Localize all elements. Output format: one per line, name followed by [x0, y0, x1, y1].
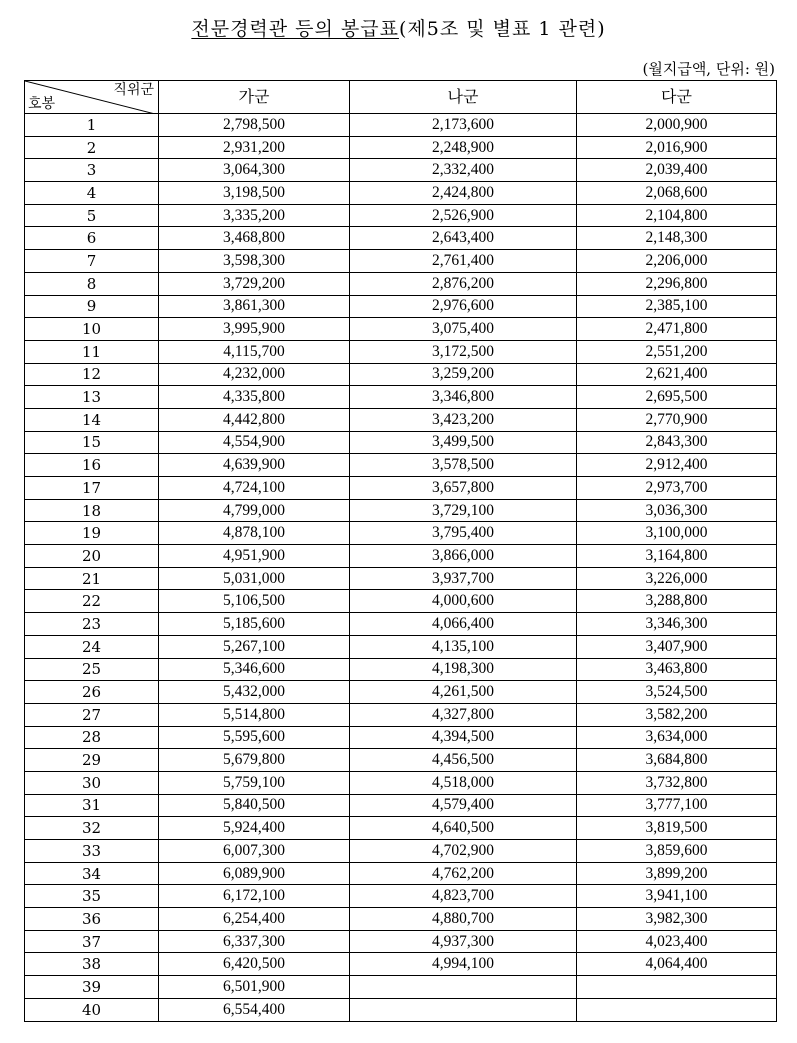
step-cell: 36 [25, 908, 159, 931]
da-cell: 2,016,900 [577, 136, 777, 159]
corner-row-label: 호봉 [28, 96, 56, 112]
salary-table [24, 80, 777, 1022]
na-cell [350, 976, 577, 999]
na-cell: 4,937,300 [350, 930, 577, 953]
step-cell: 33 [25, 840, 159, 863]
da-cell: 3,859,600 [577, 840, 777, 863]
ga-cell: 5,840,500 [159, 794, 350, 817]
step-cell: 21 [25, 567, 159, 590]
step-cell: 4 [25, 182, 159, 205]
step-cell: 28 [25, 726, 159, 749]
step-cell: 23 [25, 613, 159, 636]
da-cell: 2,695,500 [577, 386, 777, 409]
table-row [25, 681, 777, 704]
da-cell: 4,064,400 [577, 953, 777, 976]
table-row [25, 998, 777, 1021]
da-cell: 3,288,800 [577, 590, 777, 613]
step-cell: 37 [25, 930, 159, 953]
table-row [25, 408, 777, 431]
step-cell: 25 [25, 658, 159, 681]
ga-cell: 5,514,800 [159, 703, 350, 726]
title-suffix: (제5조 및 별표 1 관련) [398, 18, 606, 40]
ga-cell: 6,089,900 [159, 862, 350, 885]
table-row [25, 545, 777, 568]
ga-cell: 4,724,100 [159, 477, 350, 500]
da-cell: 2,148,300 [577, 227, 777, 250]
table-row [25, 318, 777, 341]
table-row [25, 477, 777, 500]
step-cell: 9 [25, 295, 159, 318]
step-cell: 19 [25, 522, 159, 545]
table-row [25, 726, 777, 749]
step-cell: 14 [25, 408, 159, 431]
da-cell: 3,777,100 [577, 794, 777, 817]
table-row [25, 635, 777, 658]
ga-cell: 6,337,300 [159, 930, 350, 953]
da-cell: 2,068,600 [577, 182, 777, 205]
na-cell: 2,424,800 [350, 182, 577, 205]
corner-header-cell [25, 81, 159, 114]
step-cell: 5 [25, 204, 159, 227]
table-row [25, 363, 777, 386]
step-cell: 15 [25, 431, 159, 454]
ga-cell: 2,931,200 [159, 136, 350, 159]
da-cell: 3,982,300 [577, 908, 777, 931]
ga-cell: 5,432,000 [159, 681, 350, 704]
na-cell: 4,994,100 [350, 953, 577, 976]
ga-cell: 5,185,600 [159, 613, 350, 636]
na-cell: 3,499,500 [350, 431, 577, 454]
column-header-ga: 가군 [159, 81, 350, 114]
table-row [25, 840, 777, 863]
ga-cell: 3,995,900 [159, 318, 350, 341]
step-cell: 13 [25, 386, 159, 409]
table-row [25, 567, 777, 590]
da-cell: 2,912,400 [577, 454, 777, 477]
na-cell: 4,579,400 [350, 794, 577, 817]
ga-cell: 3,861,300 [159, 295, 350, 318]
da-cell: 3,463,800 [577, 658, 777, 681]
table-row [25, 454, 777, 477]
corner-col-label: 직위군 [113, 82, 154, 98]
ga-cell: 5,346,600 [159, 658, 350, 681]
da-cell: 3,164,800 [577, 545, 777, 568]
ga-cell: 6,420,500 [159, 953, 350, 976]
na-cell: 4,762,200 [350, 862, 577, 885]
da-cell: 3,732,800 [577, 771, 777, 794]
ga-cell: 3,198,500 [159, 182, 350, 205]
na-cell: 2,332,400 [350, 159, 577, 182]
da-cell: 3,036,300 [577, 499, 777, 522]
da-cell [577, 998, 777, 1021]
na-cell: 4,135,100 [350, 635, 577, 658]
na-cell: 4,394,500 [350, 726, 577, 749]
da-cell: 2,843,300 [577, 431, 777, 454]
da-cell: 2,973,700 [577, 477, 777, 500]
ga-cell: 4,554,900 [159, 431, 350, 454]
step-cell: 30 [25, 771, 159, 794]
ga-cell: 3,468,800 [159, 227, 350, 250]
na-cell: 4,198,300 [350, 658, 577, 681]
step-cell: 1 [25, 114, 159, 137]
na-cell: 3,259,200 [350, 363, 577, 386]
step-cell: 18 [25, 499, 159, 522]
table-row [25, 499, 777, 522]
da-cell: 3,407,900 [577, 635, 777, 658]
da-cell: 3,524,500 [577, 681, 777, 704]
na-cell: 4,327,800 [350, 703, 577, 726]
step-cell: 35 [25, 885, 159, 908]
column-header-na: 나군 [350, 81, 577, 114]
da-cell: 3,899,200 [577, 862, 777, 885]
na-cell: 4,640,500 [350, 817, 577, 840]
step-cell: 27 [25, 703, 159, 726]
da-cell: 3,226,000 [577, 567, 777, 590]
ga-cell: 3,729,200 [159, 272, 350, 295]
na-cell: 3,937,700 [350, 567, 577, 590]
ga-cell: 4,639,900 [159, 454, 350, 477]
na-cell: 3,657,800 [350, 477, 577, 500]
na-cell [350, 998, 577, 1021]
step-cell: 32 [25, 817, 159, 840]
table-row [25, 136, 777, 159]
da-cell: 3,684,800 [577, 749, 777, 772]
ga-cell: 6,254,400 [159, 908, 350, 931]
step-cell: 22 [25, 590, 159, 613]
table-row [25, 340, 777, 363]
table-row [25, 114, 777, 137]
ga-cell: 5,924,400 [159, 817, 350, 840]
step-cell: 40 [25, 998, 159, 1021]
da-cell: 2,551,200 [577, 340, 777, 363]
step-cell: 11 [25, 340, 159, 363]
na-cell: 4,000,600 [350, 590, 577, 613]
table-row [25, 204, 777, 227]
ga-cell: 4,335,800 [159, 386, 350, 409]
ga-cell: 3,598,300 [159, 250, 350, 273]
na-cell: 4,880,700 [350, 908, 577, 931]
da-cell: 3,582,200 [577, 703, 777, 726]
na-cell: 3,729,100 [350, 499, 577, 522]
table-row [25, 182, 777, 205]
step-cell: 3 [25, 159, 159, 182]
table-row [25, 590, 777, 613]
ga-cell: 5,595,600 [159, 726, 350, 749]
da-cell: 3,941,100 [577, 885, 777, 908]
table-row [25, 749, 777, 772]
table-row [25, 771, 777, 794]
na-cell: 2,643,400 [350, 227, 577, 250]
da-cell: 3,346,300 [577, 613, 777, 636]
na-cell: 4,261,500 [350, 681, 577, 704]
da-cell: 3,819,500 [577, 817, 777, 840]
table-row [25, 794, 777, 817]
na-cell: 3,866,000 [350, 545, 577, 568]
table-row [25, 250, 777, 273]
na-cell: 2,248,900 [350, 136, 577, 159]
step-cell: 2 [25, 136, 159, 159]
da-cell: 2,385,100 [577, 295, 777, 318]
da-cell: 2,039,400 [577, 159, 777, 182]
table-row [25, 431, 777, 454]
step-cell: 26 [25, 681, 159, 704]
da-cell: 2,296,800 [577, 272, 777, 295]
step-cell: 24 [25, 635, 159, 658]
na-cell: 3,346,800 [350, 386, 577, 409]
da-cell: 2,770,900 [577, 408, 777, 431]
da-cell: 2,471,800 [577, 318, 777, 341]
step-cell: 10 [25, 318, 159, 341]
table-row [25, 295, 777, 318]
da-cell [577, 976, 777, 999]
ga-cell: 6,172,100 [159, 885, 350, 908]
na-cell: 4,702,900 [350, 840, 577, 863]
table-row [25, 908, 777, 931]
na-cell: 2,976,600 [350, 295, 577, 318]
ga-cell: 3,064,300 [159, 159, 350, 182]
na-cell: 3,578,500 [350, 454, 577, 477]
ga-cell: 6,554,400 [159, 998, 350, 1021]
ga-cell: 5,679,800 [159, 749, 350, 772]
ga-cell: 5,106,500 [159, 590, 350, 613]
ga-cell: 2,798,500 [159, 114, 350, 137]
na-cell: 2,876,200 [350, 272, 577, 295]
na-cell: 4,066,400 [350, 613, 577, 636]
ga-cell: 5,759,100 [159, 771, 350, 794]
na-cell: 3,172,500 [350, 340, 577, 363]
step-cell: 12 [25, 363, 159, 386]
da-cell: 4,023,400 [577, 930, 777, 953]
ga-cell: 5,267,100 [159, 635, 350, 658]
page-title [0, 14, 797, 41]
step-cell: 34 [25, 862, 159, 885]
table-row [25, 658, 777, 681]
step-cell: 16 [25, 454, 159, 477]
title-main: 전문경력관 등의 봉급표 [191, 18, 399, 40]
table-row [25, 522, 777, 545]
table-row [25, 953, 777, 976]
da-cell: 3,100,000 [577, 522, 777, 545]
step-cell: 7 [25, 250, 159, 273]
step-cell: 17 [25, 477, 159, 500]
da-cell: 2,206,000 [577, 250, 777, 273]
table-row [25, 862, 777, 885]
na-cell: 4,456,500 [350, 749, 577, 772]
da-cell: 2,000,900 [577, 114, 777, 137]
na-cell: 2,173,600 [350, 114, 577, 137]
table-header-row [25, 81, 777, 114]
ga-cell: 5,031,000 [159, 567, 350, 590]
ga-cell: 6,501,900 [159, 976, 350, 999]
na-cell: 3,795,400 [350, 522, 577, 545]
na-cell: 4,823,700 [350, 885, 577, 908]
na-cell: 3,075,400 [350, 318, 577, 341]
ga-cell: 6,007,300 [159, 840, 350, 863]
table-row [25, 817, 777, 840]
step-cell: 38 [25, 953, 159, 976]
na-cell: 2,761,400 [350, 250, 577, 273]
table-row [25, 703, 777, 726]
da-cell: 3,634,000 [577, 726, 777, 749]
table-row [25, 613, 777, 636]
na-cell: 2,526,900 [350, 204, 577, 227]
step-cell: 29 [25, 749, 159, 772]
da-cell: 2,621,400 [577, 363, 777, 386]
table-row [25, 976, 777, 999]
table-row [25, 930, 777, 953]
ga-cell: 4,115,700 [159, 340, 350, 363]
step-cell: 20 [25, 545, 159, 568]
step-cell: 31 [25, 794, 159, 817]
ga-cell: 4,799,000 [159, 499, 350, 522]
na-cell: 3,423,200 [350, 408, 577, 431]
column-header-da: 다군 [577, 81, 777, 114]
da-cell: 2,104,800 [577, 204, 777, 227]
ga-cell: 3,335,200 [159, 204, 350, 227]
step-cell: 8 [25, 272, 159, 295]
step-cell: 39 [25, 976, 159, 999]
table-body [25, 114, 777, 1022]
table-row [25, 159, 777, 182]
ga-cell: 4,232,000 [159, 363, 350, 386]
table-row [25, 885, 777, 908]
na-cell: 4,518,000 [350, 771, 577, 794]
step-cell: 6 [25, 227, 159, 250]
table-row [25, 272, 777, 295]
ga-cell: 4,442,800 [159, 408, 350, 431]
table-row [25, 227, 777, 250]
ga-cell: 4,951,900 [159, 545, 350, 568]
ga-cell: 4,878,100 [159, 522, 350, 545]
table-row [25, 386, 777, 409]
unit-note: (월지급액, 단위: 원) [642, 60, 775, 78]
